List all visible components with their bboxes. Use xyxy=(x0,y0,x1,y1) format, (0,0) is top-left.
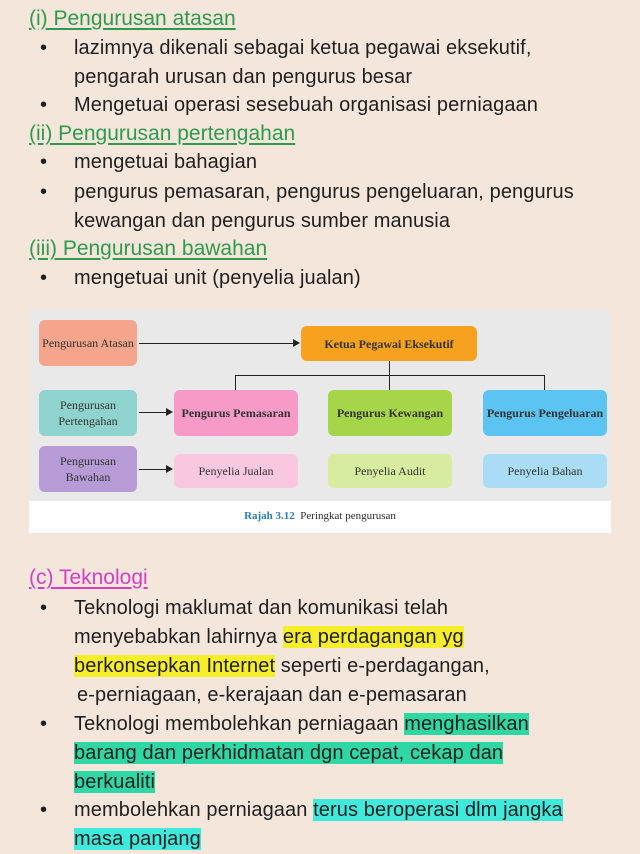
heading-teknologi: (c) Teknologi xyxy=(29,566,148,589)
level-bawahan-box: Pengurusan Bawahan xyxy=(39,446,137,492)
level-pertengahan-box: Pengurusan Pertengahan xyxy=(39,390,137,436)
bullet-dot: • xyxy=(40,713,48,735)
bullet-text xyxy=(74,796,634,854)
bullet-text: mengetuai unit (penyelia jualan) xyxy=(74,267,361,289)
arrow-line xyxy=(139,343,294,344)
highlight-green: menghasilkan xyxy=(404,713,529,735)
pengurus-kewangan-box: Pengurus Kewangan xyxy=(328,390,452,436)
level-atasan-box: Pengurusan Atasan xyxy=(39,320,137,366)
heading-pengurusan-pertengahan: (ii) Pengurusan pertengahan xyxy=(29,122,296,145)
bullet-line xyxy=(74,652,634,681)
connector-line xyxy=(235,375,545,376)
heading-pengurusan-atasan: (i) Pengurusan atasan xyxy=(29,7,236,30)
penyelia-jualan-box: Penyelia Jualan xyxy=(174,454,298,488)
figure-caption xyxy=(29,510,611,522)
figure-caption-bar xyxy=(29,501,611,533)
bullet-text: Mengetuai operasi sesebuah organisasi perniagaan xyxy=(74,94,539,116)
bullet-text: mengetuai bahagian xyxy=(74,151,258,173)
highlight-green: berkualiti xyxy=(74,771,156,793)
bullet-line: pengurus pemasaran, pengurus pengeluaran, pengurus xyxy=(74,181,574,203)
bullet-line xyxy=(74,768,634,797)
bullet-line: lazimnya dikenali sebagai ketua pegawai eksekutif, xyxy=(74,37,532,59)
highlight-green: barang dan perkhidmatan dgn cepat, cekap dan xyxy=(74,742,504,764)
bullet-line xyxy=(74,623,634,652)
pengurus-pemasaran-box: Pengurus Pemasaran xyxy=(174,390,298,436)
bullet-text xyxy=(74,34,634,92)
bullet-line: Teknologi maklumat dan komunikasi telah xyxy=(74,597,449,619)
bullet-dot: • xyxy=(40,151,48,173)
pengurus-pengeluaran-box: Pengurus Pengeluaran xyxy=(483,390,607,436)
connector-line xyxy=(389,361,390,375)
bullet-line xyxy=(74,825,634,854)
caption-number: Rajah 3.12 xyxy=(244,510,295,522)
arrow-head xyxy=(166,465,173,473)
connector-line xyxy=(235,375,236,390)
connector-line xyxy=(544,375,545,390)
text-plain: seperti e-perdagangan, xyxy=(275,655,490,677)
caption-text: Peringkat pengurusan xyxy=(300,510,396,522)
bullet-line xyxy=(74,796,634,825)
org-chart-canvas xyxy=(29,310,611,500)
bullet-text xyxy=(74,710,634,797)
org-chart-figure xyxy=(29,310,611,533)
text-plain: Teknologi membolehkan perniagaan xyxy=(74,713,405,735)
connector-line xyxy=(389,375,390,390)
bullet-line xyxy=(74,710,634,739)
arrow-head xyxy=(293,339,300,347)
bullet-dot: • xyxy=(40,181,48,203)
bullet-line: kewangan dan pengurus sumber manusia xyxy=(74,210,451,232)
arrow-line xyxy=(139,469,167,470)
bullet-dot: • xyxy=(40,267,48,289)
penyelia-audit-box: Penyelia Audit xyxy=(328,454,452,488)
highlight-teal: terus beroperasi dlm jangka xyxy=(313,799,563,821)
bullet-line xyxy=(74,739,634,768)
text-plain: membolehkan perniagaan xyxy=(74,799,314,821)
bullet-line: e-perniagaan, e-kerajaan dan e-pemasaran xyxy=(77,684,467,706)
bullet-dot: • xyxy=(40,37,48,59)
bullet-text xyxy=(74,594,634,710)
heading-pengurusan-bawahan: (iii) Pengurusan bawahan xyxy=(29,237,268,260)
bullet-line: pengarah urusan dan pengurus besar xyxy=(74,66,413,88)
bullet-dot: • xyxy=(40,799,48,821)
bullet-text xyxy=(74,178,634,236)
bullet-dot: • xyxy=(40,597,48,619)
highlight-yellow: berkonsepkan Internet xyxy=(74,655,276,677)
highlight-teal: masa panjang xyxy=(74,828,201,850)
bullet-dot: • xyxy=(40,94,48,116)
penyelia-bahan-box: Penyelia Bahan xyxy=(483,454,607,488)
arrow-line xyxy=(139,412,167,413)
arrow-head xyxy=(166,408,173,416)
ceo-box: Ketua Pegawai Eksekutif xyxy=(301,326,477,361)
text-plain: menyebabkan lahirnya xyxy=(74,626,283,648)
highlight-yellow: era perdagangan yg xyxy=(282,626,464,648)
